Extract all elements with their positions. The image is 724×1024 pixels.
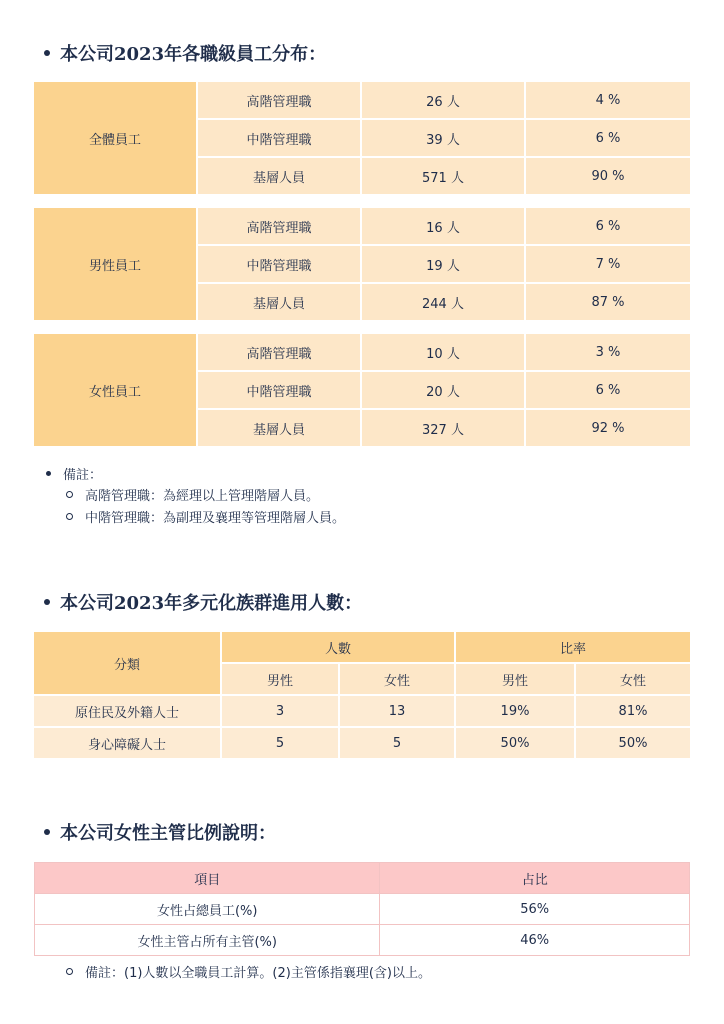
pct-cell: 6 % bbox=[526, 120, 690, 156]
level-cell: 基層人員 bbox=[198, 410, 360, 446]
table-row bbox=[198, 410, 690, 446]
pct-cell: 6 % bbox=[526, 372, 690, 408]
table-row bbox=[35, 894, 690, 925]
ratio-cell: 56% bbox=[380, 894, 690, 925]
header-male: 男性 bbox=[456, 664, 574, 694]
table-row bbox=[198, 334, 690, 370]
table-row bbox=[198, 82, 690, 118]
item-cell: 女性主管占所有主管(%) bbox=[35, 925, 380, 956]
table-row bbox=[198, 284, 690, 320]
bullet-icon bbox=[46, 471, 51, 476]
section2-title: 本公司2023年多元化族群進用人數： bbox=[44, 589, 362, 615]
circle-bullet-icon bbox=[66, 491, 73, 498]
male-ratio: 50% bbox=[456, 728, 574, 758]
count-cell: 20 人 bbox=[362, 372, 524, 408]
level-cell: 基層人員 bbox=[198, 284, 360, 320]
table-row bbox=[198, 246, 690, 282]
section1-title: 本公司2023年各職級員工分布： bbox=[44, 40, 326, 66]
header-female: 女性 bbox=[576, 664, 690, 694]
table-row bbox=[35, 925, 690, 956]
header-category: 分類 bbox=[34, 632, 220, 694]
male-count: 3 bbox=[222, 696, 338, 726]
pct-cell: 6 % bbox=[526, 208, 690, 244]
note-head: 備註： bbox=[46, 463, 345, 483]
male-ratio: 19% bbox=[456, 696, 574, 726]
level-cell: 中階管理職 bbox=[198, 120, 360, 156]
female-manager-table bbox=[34, 862, 690, 956]
row-label: 原住民及外籍人士 bbox=[34, 696, 220, 726]
count-cell: 16 人 bbox=[362, 208, 524, 244]
group-label: 全體員工 bbox=[34, 82, 196, 194]
bullet-icon bbox=[44, 829, 50, 835]
count-cell: 39 人 bbox=[362, 120, 524, 156]
bullet-icon bbox=[44, 599, 50, 605]
ratio-cell: 46% bbox=[380, 925, 690, 956]
notes bbox=[46, 463, 345, 527]
header-female: 女性 bbox=[340, 664, 454, 694]
header-ratio: 占比 bbox=[380, 863, 690, 894]
count-cell: 327 人 bbox=[362, 410, 524, 446]
footnote: 備註：(1)人數以全職員工計算。(2)主管係指襄理(含)以上。 bbox=[66, 962, 431, 981]
pct-cell: 87 % bbox=[526, 284, 690, 320]
circle-bullet-icon bbox=[66, 513, 73, 520]
female-count: 13 bbox=[340, 696, 454, 726]
pct-cell: 3 % bbox=[526, 334, 690, 370]
group-label: 女性員工 bbox=[34, 334, 196, 446]
row-label: 身心障礙人士 bbox=[34, 728, 220, 758]
count-cell: 10 人 bbox=[362, 334, 524, 370]
note-item: 中階管理職：為副理及襄理等管理階層人員。 bbox=[66, 505, 345, 527]
female-ratio: 81% bbox=[576, 696, 690, 726]
level-cell: 高階管理職 bbox=[198, 82, 360, 118]
table-row bbox=[198, 372, 690, 408]
male-count: 5 bbox=[222, 728, 338, 758]
table-header-row bbox=[35, 863, 690, 894]
circle-bullet-icon bbox=[66, 968, 73, 975]
count-cell: 19 人 bbox=[362, 246, 524, 282]
item-cell: 女性占總員工(%) bbox=[35, 894, 380, 925]
header-male: 男性 bbox=[222, 664, 338, 694]
count-cell: 571 人 bbox=[362, 158, 524, 194]
bullet-icon bbox=[44, 50, 50, 56]
count-cell: 244 人 bbox=[362, 284, 524, 320]
pct-cell: 92 % bbox=[526, 410, 690, 446]
table-row bbox=[198, 208, 690, 244]
level-cell: 中階管理職 bbox=[198, 372, 360, 408]
table-row bbox=[198, 120, 690, 156]
female-ratio: 50% bbox=[576, 728, 690, 758]
level-cell: 高階管理職 bbox=[198, 334, 360, 370]
level-cell: 中階管理職 bbox=[198, 246, 360, 282]
header-ratio: 比率 bbox=[456, 632, 690, 662]
header-count: 人數 bbox=[222, 632, 454, 662]
level-cell: 基層人員 bbox=[198, 158, 360, 194]
pct-cell: 4 % bbox=[526, 82, 690, 118]
female-count: 5 bbox=[340, 728, 454, 758]
count-cell: 26 人 bbox=[362, 82, 524, 118]
note-item: 高階管理職：為經理以上管理階層人員。 bbox=[66, 483, 345, 505]
pct-cell: 7 % bbox=[526, 246, 690, 282]
pct-cell: 90 % bbox=[526, 158, 690, 194]
level-cell: 高階管理職 bbox=[198, 208, 360, 244]
table-row bbox=[198, 158, 690, 194]
section3-title: 本公司女性主管比例說明： bbox=[44, 819, 276, 845]
diversity-table bbox=[34, 632, 690, 758]
header-item: 項目 bbox=[35, 863, 380, 894]
group-label: 男性員工 bbox=[34, 208, 196, 320]
